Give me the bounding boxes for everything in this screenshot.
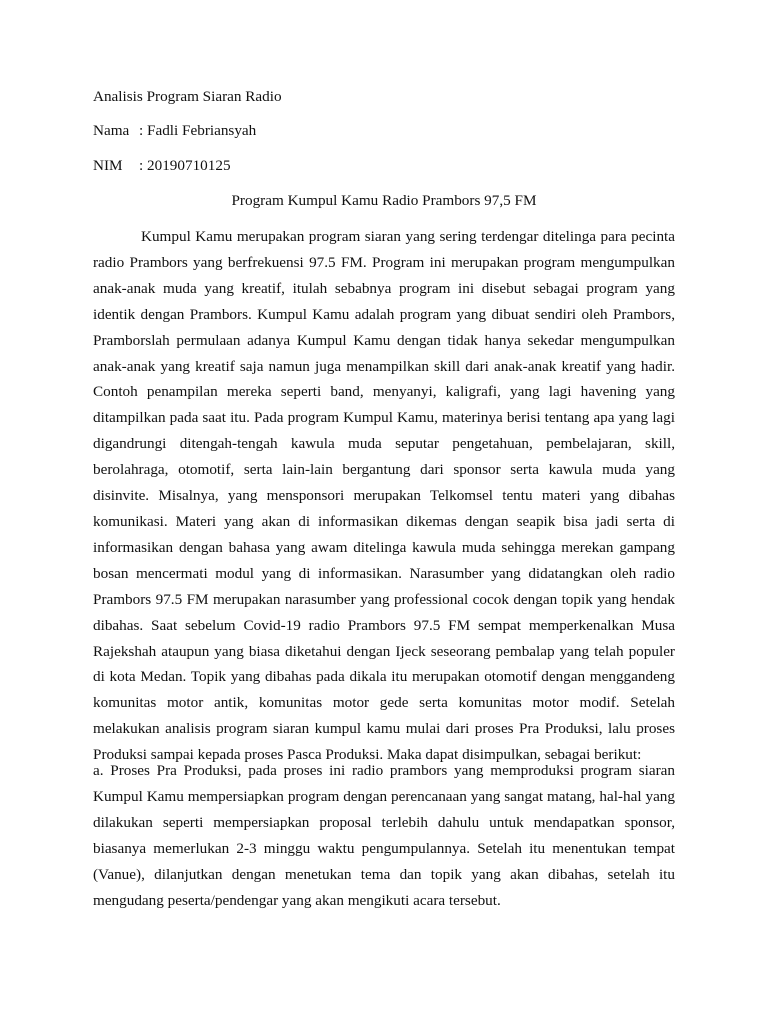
name-value: : Fadli Febriansyah: [139, 122, 257, 139]
body-paragraph: Kumpul Kamu merupakan program siaran yang sering terdengar ditelinga para pecinta radio Prambors yang berfrekuensi 97.5 FM. Program ini merupakan program mengumpulkan anak-anak muda yang kreatif, itulah sebabnya program ini disebut sebagai program yang identik dengan Prambors. Kumpul Kamu adalah program yang dibuat sendiri oleh Prambors, Pramborslah permulaan adanya Kumpul Kamu dengan tidak hanya sekedar mengumpulkan anak-anak yang kreatif saja namun juga menampilkan skill dari anak-anak kreatif yang hadir. Contoh penampilan mereka seperti band, menyanyi, kaligrafi, yang lagi havening yang ditampilkan pada saat itu. Pada program Kumpul Kamu, materinya berisi tentang apa yang lagi digandrungi ditengah-tengah kawula muda seputar pengetahuan, pembelajaran, skill, berolahraga, otomotif, serta lain-lain bergantung dari sponsor serta kawula muda yang disinvite. Misalnya, yang mensponsori merupakan Telkomsel tentu materi yang dibahas komunikasi. Materi yang akan di informasikan dikemas dengan seapik bisa jadi serta di informasikan dengan bahasa yang awam ditelinga kawula muda sehingga merekan gampang bosan mencermati modul yang di informasikan. Narasumber yang didatangkan oleh radio Prambors 97.5 FM merupakan narasumber yang professional cocok dengan topik yang hendak dibahas. Saat sebelum Covid-19 radio Prambors 97.5 FM sempat memperkenalkan Musa Rajekshah ataupun yang biasa diketahui dengan Ijeck seseorang pembalap yang telah populer di kota Medan. Topik yang dibahas pada dikala itu merupakan otomotif dengan menggandeng komunitas motor antik, komunitas motor gede serta komunitas motor modif. Setelah melakukan analisis program siaran kumpul kamu mulai dari proses Pra Produksi, lalu proses Produksi sampai kepada proses Pasca Produksi. Maka dapat disimpulkan, sebagai berikut:: [93, 228, 675, 764]
student-name-line: [93, 118, 256, 144]
name-label: Nama: [93, 122, 130, 139]
document-title: Program Kumpul Kamu Radio Prambors 97,5 FM: [231, 192, 537, 209]
student-nim-line: [93, 153, 231, 179]
nim-value: : 20190710125: [139, 157, 231, 174]
document-header: Analisis Program Siaran Radio: [93, 88, 282, 105]
nim-label: NIM: [93, 157, 123, 174]
body-paragraph-pra-produksi: a. Proses Pra Produksi, pada proses ini radio prambors yang memproduksi program siaran Kumpul Kamu mempersiapkan program dengan perencanaan yang sangat matang, hal-hal yang dilakukan seperti mempersiapkan proposal terlebih dahulu untuk mendapatkan sponsor, biasanya memerlukan 2-3 minggu waktu pengumpulannya. Setelah itu menentukan tempat (Vanue), dilanjutkan dengan menetukan tema dan topik yang akan dibahas, setelah itu mengudang peserta/pendengar yang akan mengikuti acara tersebut.: [93, 762, 675, 909]
